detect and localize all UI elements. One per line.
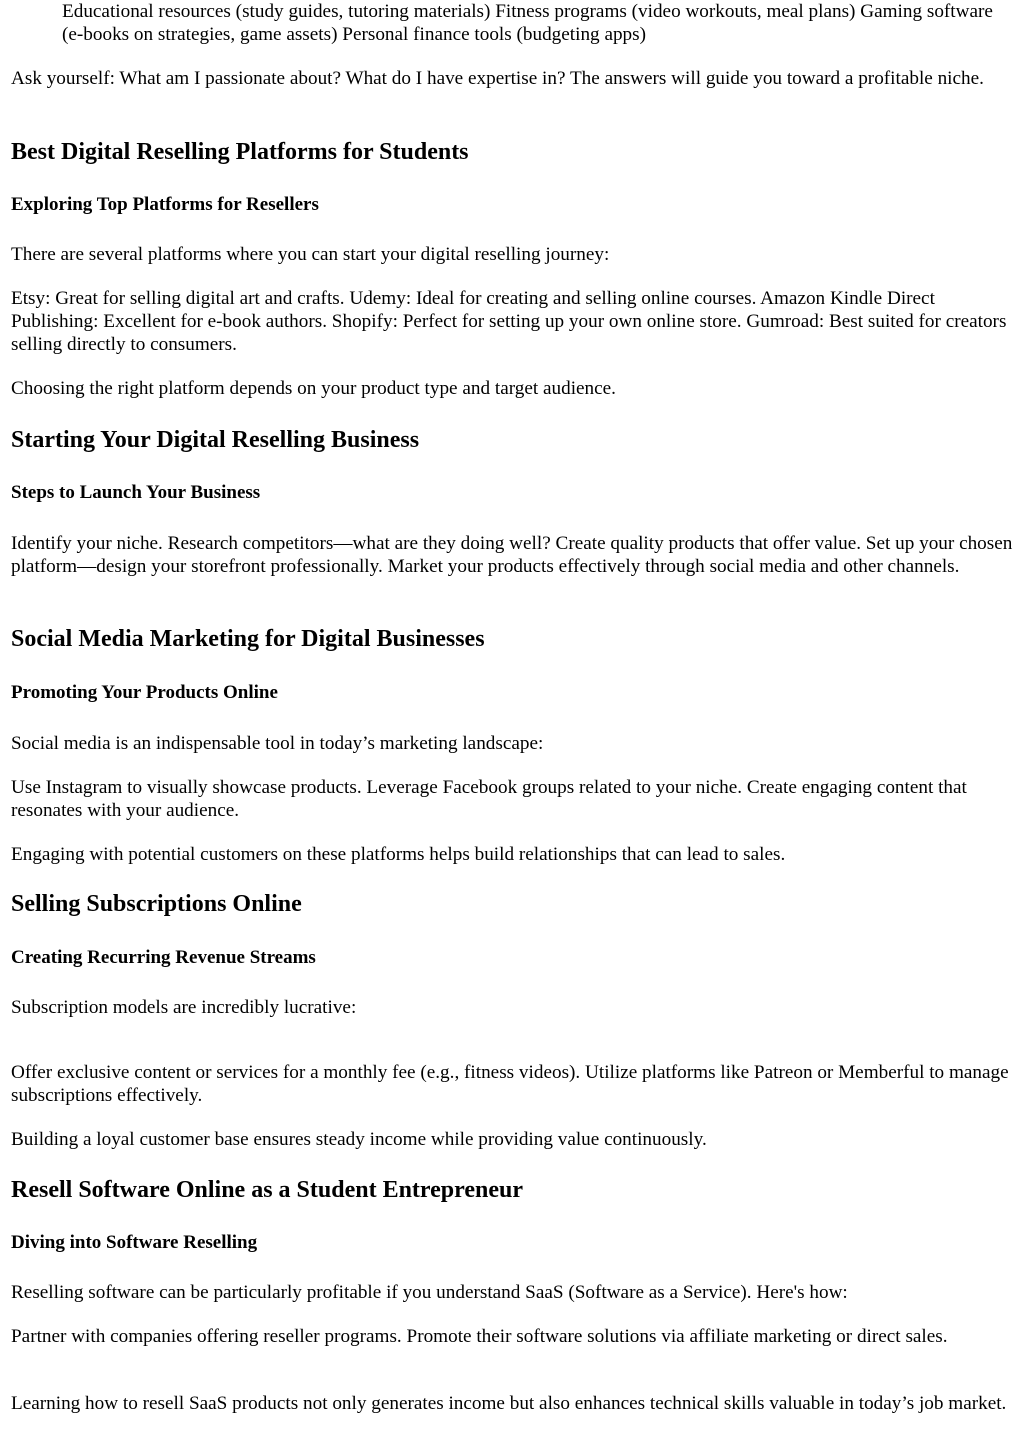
subscription-tips-paragraph: Offer exclusive content or services for a monthly fee (e.g., fitness videos). Utilize platforms like Patreon or Memberful to manage subscriptions effectively. [11, 1062, 1009, 1106]
section-heading-software: Resell Software Online as a Student Entrepreneur [11, 1177, 524, 1203]
paragraph: Learning how to resell SaaS products not only generates income but also enhances technical skills valuable in today’s job market. [11, 1393, 1007, 1414]
paragraph: Building a loyal customer base ensures steady income while providing value continuously. [11, 1129, 707, 1150]
section-heading-starting: Starting Your Digital Reselling Business [11, 427, 420, 453]
niche-question-paragraph: Ask yourself: What am I passionate about? What do I have expertise in? The answers will guide you toward a profitable niche. [11, 68, 984, 89]
software-tips-paragraph: Partner with companies offering reseller programs. Promote their software solutions via affiliate marketing or direct sales. [11, 1326, 948, 1347]
section-subheading-software: Diving into Software Reselling [11, 1232, 258, 1253]
paragraph: Choosing the right platform depends on your product type and target audience. [11, 378, 616, 399]
launch-steps-paragraph: Identify your niche. Research competitors—what are they doing well? Create quality products that offer value. Set up your chosen platform—design your storefront professionally. Market your products effectively through social media and other channels. [11, 533, 1013, 577]
paragraph: Reselling software can be particularly profitable if you understand SaaS (Software as a Service). Here's how: [11, 1282, 848, 1303]
platforms-list-paragraph: Etsy: Great for selling digital art and crafts. Udemy: Ideal for creating and selling online courses. Amazon Kindle Direct Publishing: Excellent for e-book authors. Shopify: Perfect for setting up your own online store. Gumroad: Best suited for creators selling directly to consumers. [11, 288, 1007, 355]
paragraph: Subscription models are incredibly lucrative: [11, 997, 357, 1018]
paragraph: There are several platforms where you can start your digital reselling journey: [11, 244, 610, 265]
paragraph: Social media is an indispensable tool in today’s marketing landscape: [11, 733, 544, 754]
section-subheading-social-media: Promoting Your Products Online [11, 682, 278, 703]
section-heading-platforms: Best Digital Reselling Platforms for Students [11, 139, 469, 165]
social-tips-paragraph: Use Instagram to visually showcase products. Leverage Facebook groups related to your niche. Create engaging content that resonates with your audience. [11, 777, 967, 821]
paragraph: Engaging with potential customers on these platforms helps build relationships that can lead to sales. [11, 844, 786, 865]
section-heading-social-media: Social Media Marketing for Digital Businesses [11, 626, 485, 652]
section-subheading-subscriptions: Creating Recurring Revenue Streams [11, 947, 316, 968]
niche-examples-list: Educational resources (study guides, tutoring materials) Fitness programs (video workouts, meal plans) Gaming software (e-books on strategies, game assets) Personal finance tools (budgeting apps) [62, 1, 993, 45]
section-subheading-starting: Steps to Launch Your Business [11, 482, 261, 503]
section-heading-subscriptions: Selling Subscriptions Online [11, 891, 302, 917]
section-subheading-platforms: Exploring Top Platforms for Resellers [11, 194, 319, 215]
